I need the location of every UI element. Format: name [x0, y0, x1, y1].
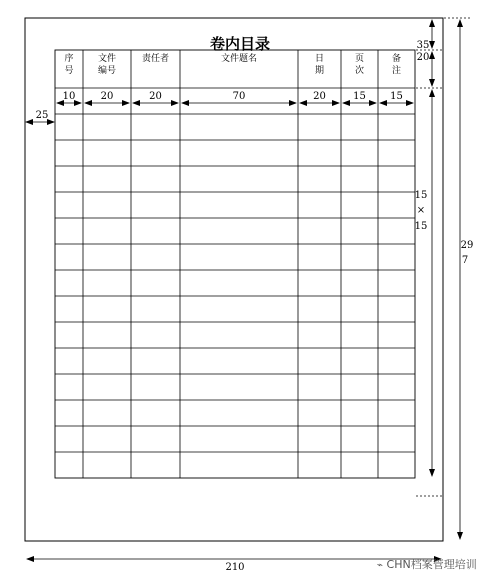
row-height-label-a: 15	[414, 190, 428, 201]
header-height-label: 20	[416, 52, 430, 63]
wechat-icon: ⌁	[377, 560, 384, 571]
width-label-date: 20	[313, 91, 326, 102]
col-header-pages: 页 次	[354, 54, 364, 76]
width-label-file-title: 70	[232, 91, 246, 102]
col-header-responsible: 责任者	[141, 54, 169, 64]
left-margin-label: 25	[35, 110, 49, 121]
watermark-text: ⌁ CHN档案管理培训	[377, 558, 477, 571]
width-label-pages: 15	[353, 91, 366, 102]
width-label-serial: 10	[62, 91, 76, 102]
row-height-label-b: 15	[414, 221, 428, 232]
col-header-serial: 序 号	[64, 54, 74, 76]
page-height-label-b: 7	[461, 255, 469, 266]
width-label-responsible: 20	[149, 91, 162, 102]
width-label-remarks: 15	[390, 91, 403, 102]
col-header-file-title: 文件题名	[220, 54, 257, 64]
width-label-file-number: 20	[100, 91, 114, 102]
page-height-label-a: 29	[460, 240, 474, 251]
row-height-label-x: ×	[416, 205, 426, 216]
row-lines	[55, 88, 415, 452]
col-header-date: 日 期	[314, 54, 324, 76]
top-margin-label: 35	[416, 40, 430, 51]
page-width-label: 210	[225, 562, 245, 573]
col-header-file-number: 文件 编号	[97, 54, 116, 76]
form-title: 卷内目录	[209, 35, 270, 53]
col-header-remarks: 备 注	[391, 54, 401, 76]
